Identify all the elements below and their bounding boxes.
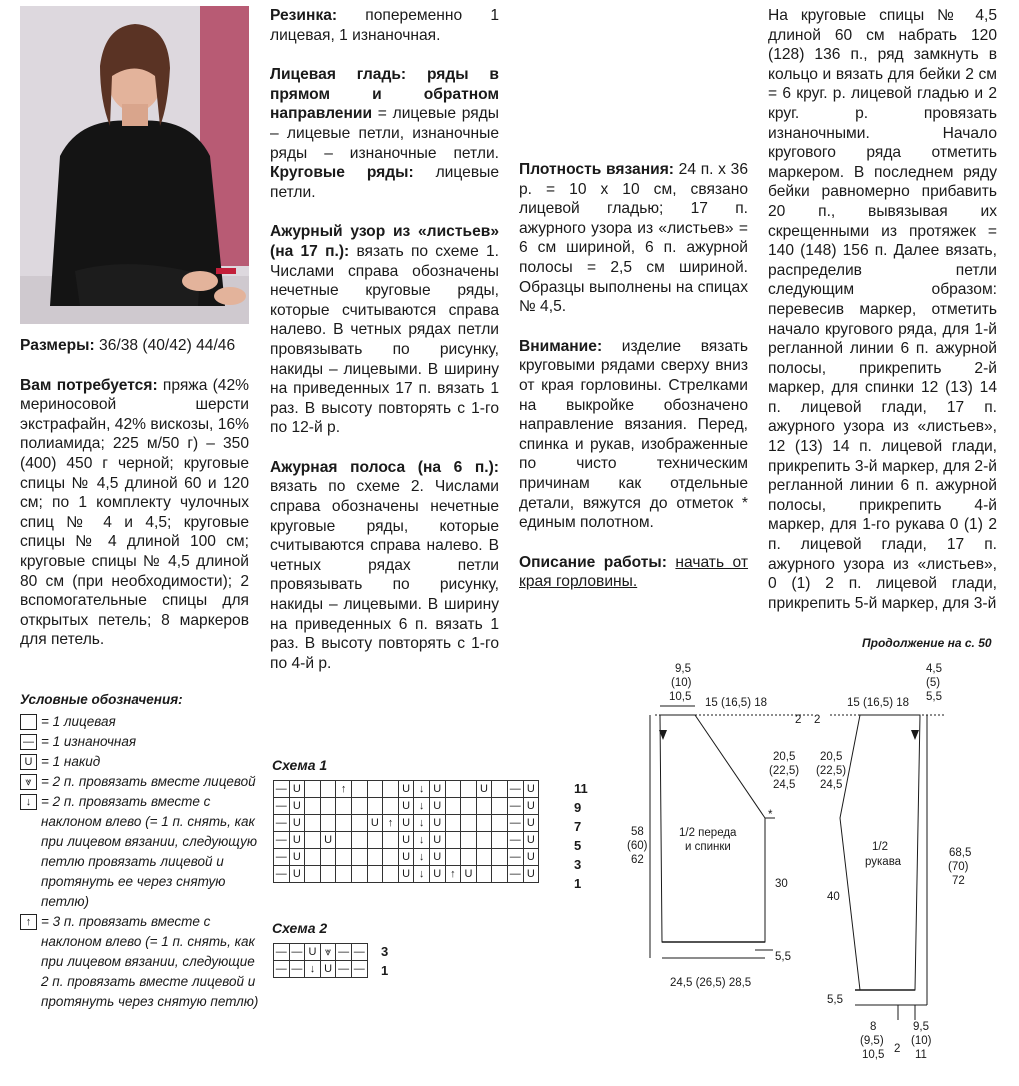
schema-cell: — <box>274 866 290 883</box>
schema-cell <box>351 798 367 815</box>
schema-row <box>274 832 539 849</box>
schema-cell <box>461 832 477 849</box>
schema-cell <box>367 832 383 849</box>
sleeve-band: 2 <box>814 714 821 726</box>
body-neck-1: 9,5 <box>675 663 691 675</box>
schema-row-number: 1 <box>574 876 582 891</box>
schema-cell <box>336 849 352 866</box>
schema-cell: — <box>274 849 290 866</box>
schema-cell: ⩔ <box>320 944 336 961</box>
body-raglan-3: 24,5 <box>773 779 796 791</box>
schema-cell: — <box>507 781 523 798</box>
sleeve-raglan-1: 20,5 <box>820 751 843 763</box>
schema-cell: U <box>320 961 336 978</box>
sleeve-top-2: (5) <box>926 677 941 689</box>
schema-cell: U <box>289 866 305 883</box>
schema-cell <box>351 866 367 883</box>
schema-cell <box>367 866 383 883</box>
body-raglan-1: 20,5 <box>773 751 796 763</box>
schema-row <box>274 866 539 883</box>
cuff-right-3: 11 <box>915 1049 927 1061</box>
schema-cell <box>383 781 399 798</box>
schema-cell: ↑ <box>336 781 352 798</box>
garment-pattern <box>615 660 1015 1080</box>
schema-cell: ↓ <box>414 781 430 798</box>
body-width: 24,5 (26,5) 28,5 <box>670 977 752 989</box>
schema-cell: — <box>351 944 367 961</box>
continued-note: Продолжение на с. 50 <box>862 636 992 650</box>
legend <box>20 690 260 1012</box>
schema-row <box>274 944 368 961</box>
schema-cell: U <box>398 866 414 883</box>
sleeve-label-1: 1/2 <box>872 841 888 853</box>
legend-item: ↑ = 3 п. провязать вместе с наклоном влево (= 1 п. снять, как при лицевом вязании, следующие 2 п. провязать вместе лицевой и протянуть через снятую петлю) <box>20 912 260 1012</box>
schema-cell: U <box>398 832 414 849</box>
schema-cell <box>336 832 352 849</box>
schema-cell <box>492 866 508 883</box>
schema-cell: — <box>351 961 367 978</box>
schema-cell: ↓ <box>414 798 430 815</box>
sleeve-length-2: (70) <box>948 861 969 873</box>
schema-cell: — <box>336 961 352 978</box>
body-label-2: и спинки <box>685 841 731 853</box>
schema-1-title: Схема 1 <box>272 757 328 773</box>
column-2 <box>270 0 499 693</box>
schema-cell <box>461 849 477 866</box>
body-shoulder: 15 (16,5) 18 <box>705 697 768 709</box>
schema-cell <box>320 866 336 883</box>
schema-row-number: 5 <box>574 838 582 853</box>
schema-cell: — <box>274 961 290 978</box>
schema-cell <box>367 849 383 866</box>
legend-title: Условные обозначения: <box>20 692 183 707</box>
stockinette-paragraph: Лицевая гладь: ряды в прямом и обратном направлении = лицевые ряды – лицевые петли, изнаночные ряды – изнаночные петли. Круговые ряды: лицевые петли. <box>270 66 499 201</box>
schema-cell <box>476 832 492 849</box>
schema-cell: U <box>429 832 445 849</box>
schema-row-number: 7 <box>574 819 582 834</box>
schema-cell: ↑ <box>383 815 399 832</box>
body-neck-3: 10,5 <box>669 691 692 703</box>
yarn-over-symbol-icon: U <box>20 754 37 770</box>
body-side: 30 <box>775 878 788 890</box>
schema-cell: U <box>429 798 445 815</box>
ssk-symbol-icon: ↓ <box>20 794 37 810</box>
schema-cell <box>492 849 508 866</box>
attention-paragraph: Внимание: изделие вязать круговыми рядами сверху вниз от края горловины. Стрелками на выкройке обозначено направление вязания. Перед, спинка и рукав, изображенные по чисто техническим причинам как отдельные детали, вяжутся до отметок * единым полотном. <box>519 337 748 532</box>
schema-2-title: Схема 2 <box>272 920 328 936</box>
schema-cell <box>383 832 399 849</box>
schema-cell: — <box>336 944 352 961</box>
schema-cell <box>320 815 336 832</box>
schema-cell: U <box>367 815 383 832</box>
schema-cell: U <box>289 781 305 798</box>
schema-cell: U <box>289 849 305 866</box>
sizes-paragraph: Размеры: 36/38 (40/42) 44/46 <box>20 337 236 354</box>
schema-cell: — <box>507 866 523 883</box>
sleeve-length-3: 72 <box>952 875 965 887</box>
schema-cell <box>492 781 508 798</box>
body-mark: * <box>768 809 773 821</box>
schema-cell: U <box>398 798 414 815</box>
schema-cell <box>383 866 399 883</box>
schema-cell <box>305 866 321 883</box>
schema-cell: U <box>289 798 305 815</box>
schema-cell <box>476 866 492 883</box>
body-height-1: 58 <box>631 826 644 838</box>
schema-cell <box>383 798 399 815</box>
schema-row <box>274 815 539 832</box>
schema-2-grid <box>273 943 368 978</box>
schema-row <box>274 961 368 978</box>
schema-cell: — <box>507 832 523 849</box>
cuff-right-1: 9,5 <box>913 1021 929 1033</box>
body-label-1: 1/2 переда <box>679 827 737 839</box>
legend-item: = 1 лицевая <box>20 712 260 732</box>
materials-paragraph: Вам потребуется: пряжа (42% мериносовой шерсти экстрафайн, 42% вискозы, 16% полиамида; 225 м/50 г) – 350 (400) 450 г черной; круговые спицы № 4,5 длиной 60 и 120 см; по 1 комплекту чулочных спиц № 4 и 4,5; круговые спицы № 4 длиной 100 см; круговые спицы № 4,5 длиной 80 см (при необходимости); 2 вспомогательные спицы для открытых петель; 8 маркеров для петель. <box>20 376 249 649</box>
schema-row <box>274 781 539 798</box>
cuff-left-2: (9,5) <box>860 1035 884 1047</box>
legend-item: ↓ = 2 п. провязать вместе с наклоном влево (= 1 п. снять, как при лицевом вязании, следующую петлю провязать лицевой и протянуть ее через снятую петлю) <box>20 792 260 912</box>
schema-cell <box>367 798 383 815</box>
schema-cell <box>445 798 461 815</box>
schema-cell: U <box>429 849 445 866</box>
schema-cell: U <box>429 781 445 798</box>
schema-cell: U <box>476 781 492 798</box>
schema-cell: U <box>398 815 414 832</box>
column-1 <box>20 336 249 670</box>
body-raglan-2: (22,5) <box>769 765 800 777</box>
schema-cell: — <box>274 944 290 961</box>
schema-cell: U <box>523 849 539 866</box>
schema-cell <box>351 832 367 849</box>
schema-cell: U <box>320 832 336 849</box>
schema-cell <box>492 798 508 815</box>
legend-item: ⩔ = 2 п. провязать вместе лицевой <box>20 772 260 792</box>
schema-cell: U <box>429 866 445 883</box>
schema-cell <box>461 798 477 815</box>
schema-cell <box>305 781 321 798</box>
schema-cell: ↓ <box>414 849 430 866</box>
column-3 <box>519 160 748 612</box>
schema-cell: ↓ <box>414 815 430 832</box>
schema-cell: — <box>274 815 290 832</box>
sleeve-raglan-3: 24,5 <box>820 779 843 791</box>
schema-cell <box>336 866 352 883</box>
body-neck-2: (10) <box>671 677 692 689</box>
schema-cell <box>320 781 336 798</box>
schema-cell: U <box>398 781 414 798</box>
schema-cell: ↓ <box>414 832 430 849</box>
schema-cell: U <box>523 815 539 832</box>
schema-cell <box>351 815 367 832</box>
schema-cell: U <box>523 781 539 798</box>
schema-cell <box>305 849 321 866</box>
body-height-3: 62 <box>631 854 644 866</box>
schema-cell <box>476 798 492 815</box>
sleeve-label-2: рукава <box>865 856 902 868</box>
schema-cell: — <box>274 781 290 798</box>
sleeve-side: 40 <box>827 891 840 903</box>
sleeve-top-1: 4,5 <box>926 663 942 675</box>
schema-cell: — <box>507 798 523 815</box>
schema-row-number: 3 <box>574 857 582 872</box>
sk2p-symbol-icon: ↑ <box>20 914 37 930</box>
schema-cell <box>336 815 352 832</box>
legend-item: U = 1 накид <box>20 752 260 772</box>
cuff-mid: 2 <box>894 1043 901 1055</box>
cuff-right-2: (10) <box>911 1035 932 1047</box>
schema-cell <box>461 815 477 832</box>
schema-cell: U <box>289 832 305 849</box>
schema-cell: U <box>398 849 414 866</box>
body-band: 2 <box>795 714 802 726</box>
purl-symbol-icon: — <box>20 734 37 750</box>
schema-cell <box>445 781 461 798</box>
schema-cell: U <box>461 866 477 883</box>
schema-cell: U <box>523 866 539 883</box>
schema-cell <box>445 849 461 866</box>
rib-paragraph: Резинка: попеременно 1 лицевая, 1 изнаночная. <box>270 7 499 44</box>
schema-cell: U <box>289 815 305 832</box>
sleeve-rib: 5,5 <box>827 994 843 1006</box>
schema-cell: — <box>274 832 290 849</box>
schema-row-number: 9 <box>574 800 582 815</box>
schema-cell <box>351 849 367 866</box>
sleeve-arrow-icon <box>911 730 919 740</box>
schema-cell <box>367 781 383 798</box>
description-start: Описание работы: начать от края горловины. <box>519 553 749 591</box>
sleeve-shoulder: 15 (16,5) 18 <box>847 697 910 709</box>
schema-row-number: 1 <box>381 963 389 978</box>
sleeve-top-3: 5,5 <box>926 691 942 703</box>
schema-cell: — <box>507 849 523 866</box>
schema-cell <box>320 849 336 866</box>
schema-cell: U <box>523 798 539 815</box>
schema-row-number: 11 <box>574 781 588 796</box>
schema-row-number: 3 <box>381 944 389 959</box>
schema-cell <box>476 815 492 832</box>
cuff-left-1: 8 <box>870 1021 877 1033</box>
schema-row <box>274 798 539 815</box>
schema-cell <box>461 781 477 798</box>
schema-cell <box>476 849 492 866</box>
cuff-left-3: 10,5 <box>862 1049 885 1061</box>
legend-item: — = 1 изнаночная <box>20 732 260 752</box>
schema-cell: — <box>274 798 290 815</box>
schema-cell: U <box>523 832 539 849</box>
schema-cell <box>305 798 321 815</box>
schema-cell: — <box>289 944 305 961</box>
schema-cell: — <box>507 815 523 832</box>
schema-cell <box>445 832 461 849</box>
body-height-2: (60) <box>627 840 648 852</box>
schema-cell: ↓ <box>305 961 321 978</box>
schema-cell <box>445 815 461 832</box>
sleeve-length-1: 68,5 <box>949 847 972 859</box>
leaf-pattern-paragraph: Ажурный узор из «листьев» (на 17 п.): вязать по схеме 1. Числами справа обозначены нечетные круговые ряды, которые считываются справа налево. В четных рядах петли провязывать по рисунку, накиды – лицевыми. В ширину на приведенных 17 п. вязать 1 раз. В высоту повторять с 1-го по 12-й р. <box>270 223 500 437</box>
schema-row <box>274 849 539 866</box>
schema-cell: U <box>429 815 445 832</box>
schema-cell: ↓ <box>414 866 430 883</box>
schema-cell <box>383 849 399 866</box>
schema-cell <box>492 815 508 832</box>
body-rib: 5,5 <box>775 951 791 963</box>
description-paragraph: На круговые спицы № 4,5 длиной 60 см набрать 120 (128) 136 п., ряд замкнуть в кольцо и вязать для бейки 2 см = 6 круг. р. лицевой гладью и 2 круг. р. провязать изнаночными. Начало кругового ряда отметить маркером. В последнем ряду бейки равномерно прибавить 20 п., вывязывая их скрещенными из протяжек = 140 (148) 156 п. Далее вязать, распределив петли следующим образом: перевесив маркер, отметить начало кругового ряда, для 1-й регланной линии 6 п. ажурной полосы, прикрепить 2-й маркер, для спинки 12 (13) 14 п. лицевой глади, 17 п. ажурного узора из «листьев», 12 (13) 14 п. лицевой глади, прикрепить 3-й маркер, для 2-й регланной линии 6 п. ажурной полосы, прикрепить 4-й маркер, для 1-го рукава 0 (1) 2 п. лицевой глади, 17 п. ажурного узора из «листьев», 0 (1) 2 п. лицевой глади, прикрепить 5-й маркер, для 3-й <box>768 7 997 612</box>
schema-cell <box>336 798 352 815</box>
schema-cell: ↑ <box>445 866 461 883</box>
schema-cell: U <box>305 944 321 961</box>
knit-symbol-icon <box>20 714 37 730</box>
model-photo <box>20 6 249 324</box>
column-4 <box>768 6 997 633</box>
schema-cell <box>351 781 367 798</box>
schema-cell <box>305 832 321 849</box>
schema-cell <box>320 798 336 815</box>
lace-strip-paragraph: Ажурная полоса (на 6 п.): вязать по схеме 2. Числами справа обозначены нечетные круговые ряды, которые считываются справа налево. В четных рядах петли провязывать по рисунку, накиды – лицевыми. В ширину на приведенных 6 п. вязать 1 раз. В высоту повторять с 1-го по 4-й р. <box>270 458 499 672</box>
schema-1-grid <box>273 780 539 883</box>
schema-cell <box>305 815 321 832</box>
gauge-paragraph: Плотность вязания: 24 п. x 36 р. = 10 x 10 см, связано лицевой гладью; 17 п. ажурного узора из «листьев» = 6 см шириной, 6 п. ажурной полосы = 2,5 см шириной. Образцы выполнены на спицах № 4,5. <box>519 161 748 316</box>
k2tog-symbol-icon: ⩔ <box>20 774 37 790</box>
schema-cell: — <box>289 961 305 978</box>
sleeve-raglan-2: (22,5) <box>816 765 847 777</box>
schema-cell <box>492 832 508 849</box>
